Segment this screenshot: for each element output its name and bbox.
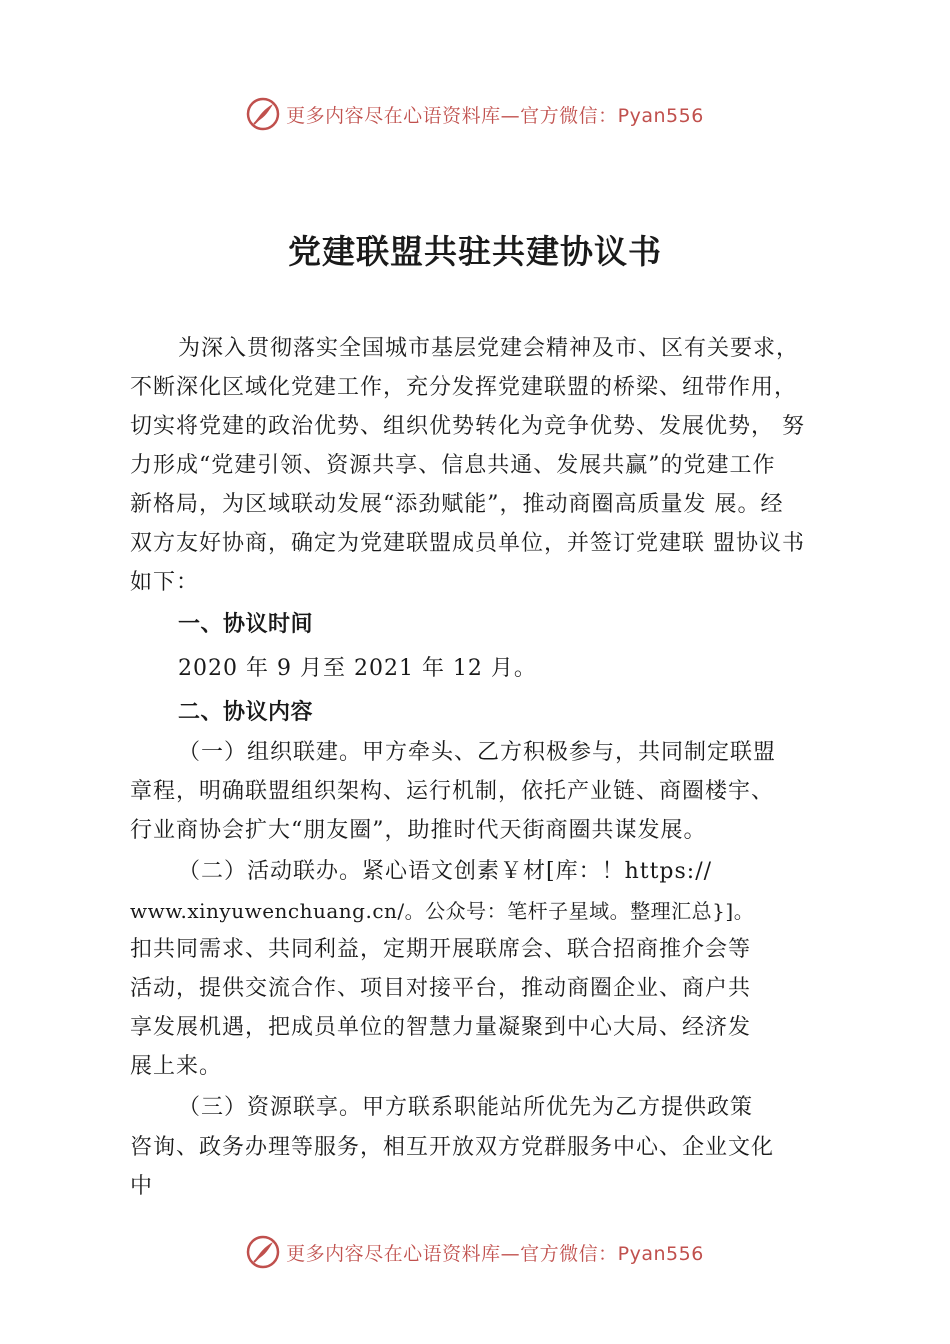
banner-text: 更多内容尽在心语资料库—官方微信：Pyan556 bbox=[286, 104, 704, 127]
item2-line: 活动，提供交流合作、项目对接平台，推动商圈企业、商户共 bbox=[130, 976, 752, 1001]
intro-line: 切实将党建的政治优势、组织优势转化为竞争优势、发展优势， 努 bbox=[130, 414, 805, 439]
intro-line: 为深入贯彻落实全国城市基层党建会精神及市、区有关要求， bbox=[178, 336, 800, 361]
item3-line: 咨询、政务办理等服务，相互开放双方党群服务中心、企业文化 bbox=[130, 1135, 775, 1160]
intro-line: 新格局，为区域联动发展“添劲赋能”，推动商圈高质量发 展。经 bbox=[130, 492, 784, 517]
intro-line: 双方友好协商，确定为党建联盟成员单位，并签订党建联 盟协议书 bbox=[130, 531, 805, 556]
section-heading-content: 二、协议内容 bbox=[178, 700, 314, 725]
banner-text: 更多内容尽在心语资料库—官方微信：Pyan556 bbox=[286, 1242, 704, 1265]
item2-line: 享发展机遇，把成员单位的智慧力量凝聚到中心大局、经济发 bbox=[130, 1015, 752, 1040]
header-banner bbox=[0, 94, 950, 134]
item2-line: www.xinyuwenchuang.cn/。公众号：笔杆子星域。整理汇总}]。 bbox=[130, 899, 755, 923]
item1-line: 章程，明确联盟组织架构、运行机制，依托产业链、商圈楼宇、 bbox=[130, 779, 775, 804]
document-title: 党建联盟共驻共建协议书 bbox=[288, 232, 662, 271]
item3-line: 中 bbox=[130, 1174, 154, 1199]
agreement-period: 2020 年 9 月至 2021 年 12 月。 bbox=[178, 656, 537, 681]
item1-line: 行业商协会扩大“朋友圈”，助推时代天街商圈共谋发展。 bbox=[130, 818, 707, 843]
section-heading-time: 一、协议时间 bbox=[178, 612, 314, 637]
intro-line: 如下： bbox=[130, 570, 200, 595]
intro-line: 力形成“党建引领、资源共享、信息共通、发展共赢”的党建工作 bbox=[130, 453, 776, 478]
item2-line: 扣共同需求、共同利益，定期开展联席会、联合招商推介会等 bbox=[130, 937, 752, 962]
intro-line: 不断深化区域化党建工作，充分发挥党建联盟的桥梁、纽带作用， bbox=[130, 375, 798, 400]
item2-line: 展上来。 bbox=[130, 1054, 223, 1079]
item2-line: （二）活动联办。紧心语文创素￥材[库：！https:// bbox=[178, 859, 713, 884]
quill-logo-icon bbox=[246, 97, 280, 131]
item3-line: （三）资源联享。甲方联系职能站所优先为乙方提供政策 bbox=[178, 1095, 754, 1120]
quill-logo-icon bbox=[246, 1235, 280, 1269]
item1-line: （一）组织联建。甲方牵头、乙方积极参与，共同制定联盟 bbox=[178, 740, 777, 765]
footer-banner bbox=[0, 1232, 950, 1272]
